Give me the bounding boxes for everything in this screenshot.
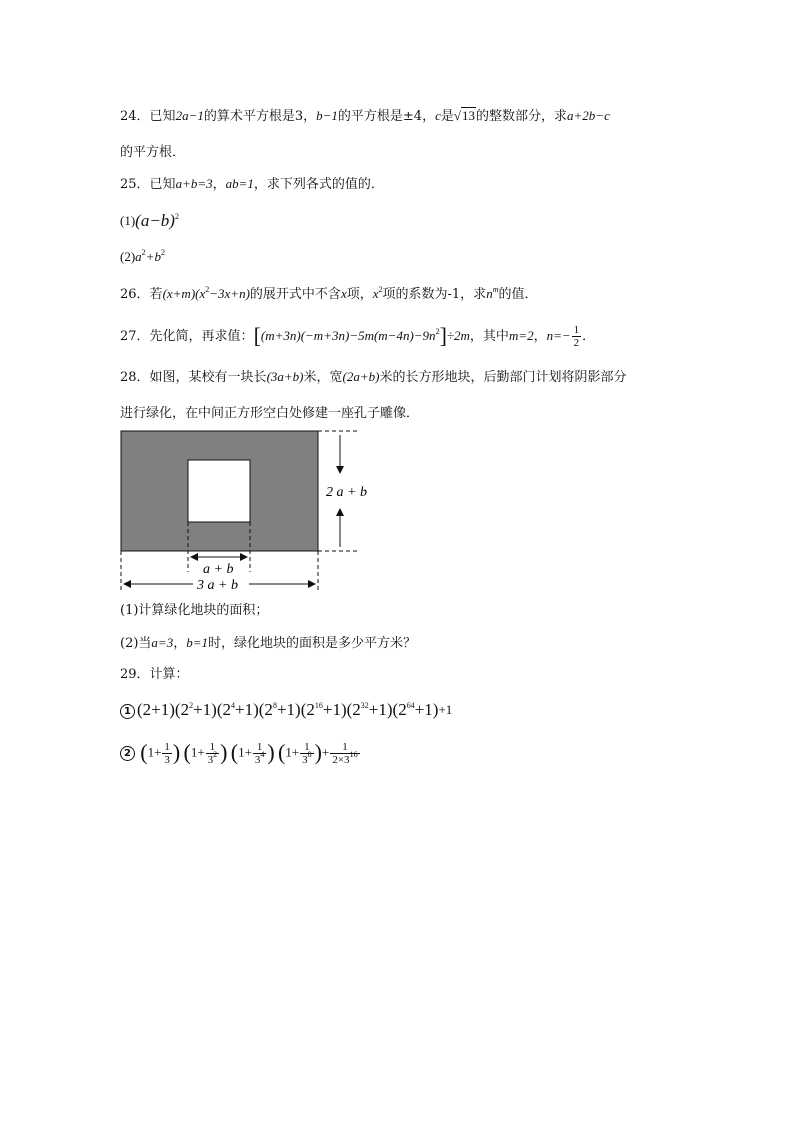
math-expr: x [372,286,379,301]
math-expr: a+2b−c [567,108,610,123]
question-number: 28． [120,370,150,385]
exponent: m [492,285,499,294]
bracket-close: ] [439,323,447,348]
math-expr: (x [195,286,206,301]
question-28-part-1: (1)计算绿化地块的面积； [120,603,269,618]
question-26 [120,284,537,305]
factor: (2+1) [137,700,175,719]
text: 计算： [149,667,189,682]
exponent: 8 [307,750,312,759]
inner-label: a + b [203,562,234,577]
exponent: 2 [189,701,194,710]
factor: +1) [276,700,301,719]
text: 是 [440,109,454,124]
rectangle-figure [115,425,375,597]
term: 1+ [190,744,205,760]
math-expr: ab=1 [225,176,254,191]
factor: (2 [216,700,232,719]
base: 3 [207,754,214,766]
fraction [162,741,172,766]
paren: ( [140,739,148,765]
numerator: 1 [164,741,170,753]
question-number: 25． [120,177,150,192]
text: 如图，某校有一块长 [149,370,267,385]
text: 的平方根是±4， [337,109,436,124]
sqrt-symbol: √ [453,108,462,123]
circled-number-icon: 2 [120,746,135,761]
paren: ) [172,739,181,765]
math-expr: b=1 [186,635,208,650]
question-29-item-1 [120,700,452,720]
math-expr: b−1 [316,108,338,123]
question-25-part-2 [120,247,165,268]
question-number: 29． [120,667,150,682]
question-28-line-1 [120,367,626,388]
question-29 [120,665,189,685]
fraction [253,741,267,766]
math-expr: m=2 [508,328,534,343]
numerator: 1 [253,741,267,754]
text: 已知 [149,109,176,124]
bracket-open: [ [253,323,261,348]
denominator: 2 [573,337,580,349]
paren: ) [267,739,275,765]
factor: (2 [346,700,361,719]
exponent: 2 [435,327,440,336]
exponent: 8 [272,701,277,710]
math-expr: (2a+b) [342,369,380,384]
denominator: 3 [164,754,170,766]
denominator [206,750,220,766]
base: 2×3 [332,754,350,766]
math-expr: c [435,108,441,123]
term: 1+ [147,744,162,760]
base: 3 [254,754,261,766]
text: 项， [346,287,373,302]
height-label: 2 a + b [326,485,367,500]
exponent: 4 [231,701,236,710]
question-25-part-1 [120,211,179,232]
part-label: (1) [120,213,136,228]
fraction [572,324,582,349]
text: 的值． [498,287,538,302]
text: 若 [149,287,163,302]
numerator: 1 [330,741,359,754]
paren: ( [230,739,239,765]
width-label: 3 a + b [197,578,238,593]
exponent: 32 [360,701,369,710]
exponent: 2 [174,212,179,221]
base: 3 [302,754,308,766]
text: 的算术平方根是3， [203,109,317,124]
question-28-line-2: 进行绿化，在中间正方形空白处修建一座孔子雕像． [120,406,420,421]
paren: ) [314,739,322,765]
factor: (2 [174,700,190,719]
math-expr: a [135,249,142,264]
text: 的整数部分，求 [476,109,568,124]
exponent: 2 [205,285,210,294]
exponent: 2 [141,248,146,257]
exponent: 2 [213,750,218,759]
term: 1+ [238,744,252,760]
math-expr: (a−b) [135,211,175,230]
text: 先化简，再求值： [149,329,254,344]
factor: +1) [368,700,393,719]
question-number: 27． [120,329,150,344]
text: ． [582,329,596,344]
math-expr: a=3 [151,635,174,650]
paren: ( [183,739,191,765]
text: ， [533,329,547,344]
question-27 [120,324,595,349]
denominator [330,750,359,766]
fraction [206,741,220,766]
text: ，求下列各式的值的． [253,177,384,192]
math-expr: 2a−1 [175,108,204,123]
math-expr: (x+m) [162,286,196,301]
math-expr: (3a+b) [266,369,304,384]
question-24-line-2: 的平方根． [120,145,186,160]
exponent: 2 [378,285,383,294]
fraction [330,741,359,766]
factor: +1) [414,700,439,719]
text: 米，宽 [303,370,343,385]
factor: (2 [258,700,273,719]
exponent: 4 [260,750,265,759]
math-expr: x [340,286,347,301]
math-expr: a+b=3 [175,176,213,191]
part-label: (2) [120,249,136,264]
math-expr: n=− [546,328,571,343]
circled-number-icon: 1 [120,704,135,719]
exponent: 16 [314,701,323,710]
math-expr: (m+3n)(−m+3n)−5m(m−4n)−9n [260,328,436,343]
factor: +1) [235,700,259,719]
question-number: 24． [120,109,150,124]
math-expr: +b [145,249,161,264]
question-24-line-1 [120,106,610,127]
factor: (2 [392,700,407,719]
numerator: 1 [573,324,580,336]
numerator: 1 [300,741,314,754]
exponent: 16 [349,750,358,759]
denominator [300,750,314,766]
question-29-item-2 [120,741,361,766]
text: ， [212,177,226,192]
numerator: 1 [206,741,220,754]
paren: ( [278,739,286,765]
text: 时，绿化地块的面积是多少平方米？ [208,636,417,651]
text: 米的长方形地块，后勤部门计划将阴影部分 [379,370,627,385]
factor: +1) [322,700,347,719]
math-expr: ÷2m [446,328,470,343]
operator: + [322,744,330,760]
factor: (2 [300,700,315,719]
question-number: 26． [120,287,150,302]
paren: ) [220,739,228,765]
text: 的展开式中不含 [249,287,341,302]
factor: +1) [193,700,217,719]
text: ，其中 [469,329,509,344]
sqrt-radicand: 13 [462,108,476,123]
tail: +1 [438,702,453,717]
math-expr: −3x+n) [209,286,250,301]
fraction [300,741,314,766]
question-25 [120,174,384,195]
math-expr: n [486,286,493,301]
text: (2)当 [120,636,152,651]
question-28-part-2 [120,633,416,654]
text: 已知 [149,177,176,192]
term: 1+ [285,744,300,760]
statue-square [188,460,250,522]
exponent: 2 [160,248,165,257]
exponent: 64 [406,701,415,710]
text: 项的系数为-1，求 [382,287,487,302]
text: ， [173,636,187,651]
denominator [253,750,267,766]
